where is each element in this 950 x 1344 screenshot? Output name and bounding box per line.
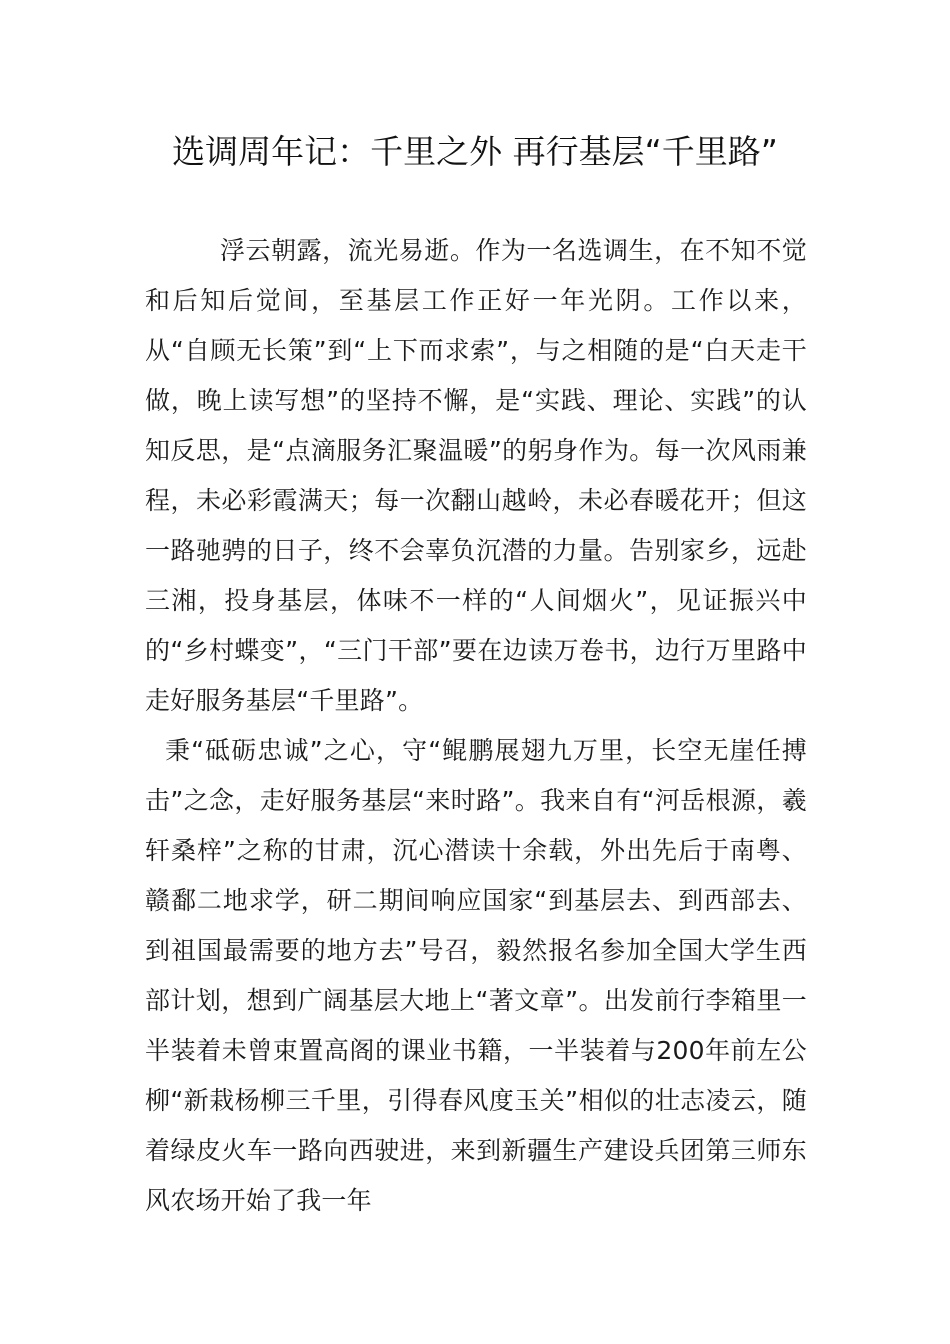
document-title: 选调周年记：千里之外 再行基层“千里路” — [172, 132, 778, 171]
paragraph-2: 秉“砥砺忠诚”之心，守“鲲鹏展翅九万里，长空无崖任搏击”之念，走好服务基层“来时路”。我来自有“河岳根源，羲轩桑梓”之称的甘肃，沉心潜读十余载，外出先后于南粤、赣鄱二地求学，研二期间响应国家“到基层去、到西部去、到祖国最需要的地方去”号召，毅然报名参加全国大学生西部计划，想到广阔基层大地上“著文章”。出发前行李箱里一半装着未曾束置高阁的课业书籍，一半装着与200年前左公柳“新栽杨柳三千里，引得春风度玉关”相似的壮志凌云，随着绿皮火车一路向西驶进，来到新疆生产建设兵团第三师东风农场开始了我一年 — [145, 736, 807, 1215]
document-body — [145, 226, 807, 1226]
paragraph-1: 浮云朝露，流光易逝。作为一名选调生，在不知不觉和后知后觉间，至基层工作正好一年光阴。工作以来，从“自顾无长策”到“上下而求索”，与之相随的是“白天走干做，晚上读写想”的坚持不懈，是“实践、理论、实践”的认知反思，是“点滴服务汇聚温暖”的躬身作为。每一次风雨兼程，未必彩霞满天；每一次翻山越岭，未必春暖花开；但这一路驰骋的日子，终不会辜负沉潜的力量。告别家乡，远赴三湘，投身基层，体味不一样的“人间烟火”，见证振兴中的“乡村蝶变”，“三门干部”要在边读万卷书，边行万里路中走好服务基层“千里路”。 — [145, 236, 807, 715]
